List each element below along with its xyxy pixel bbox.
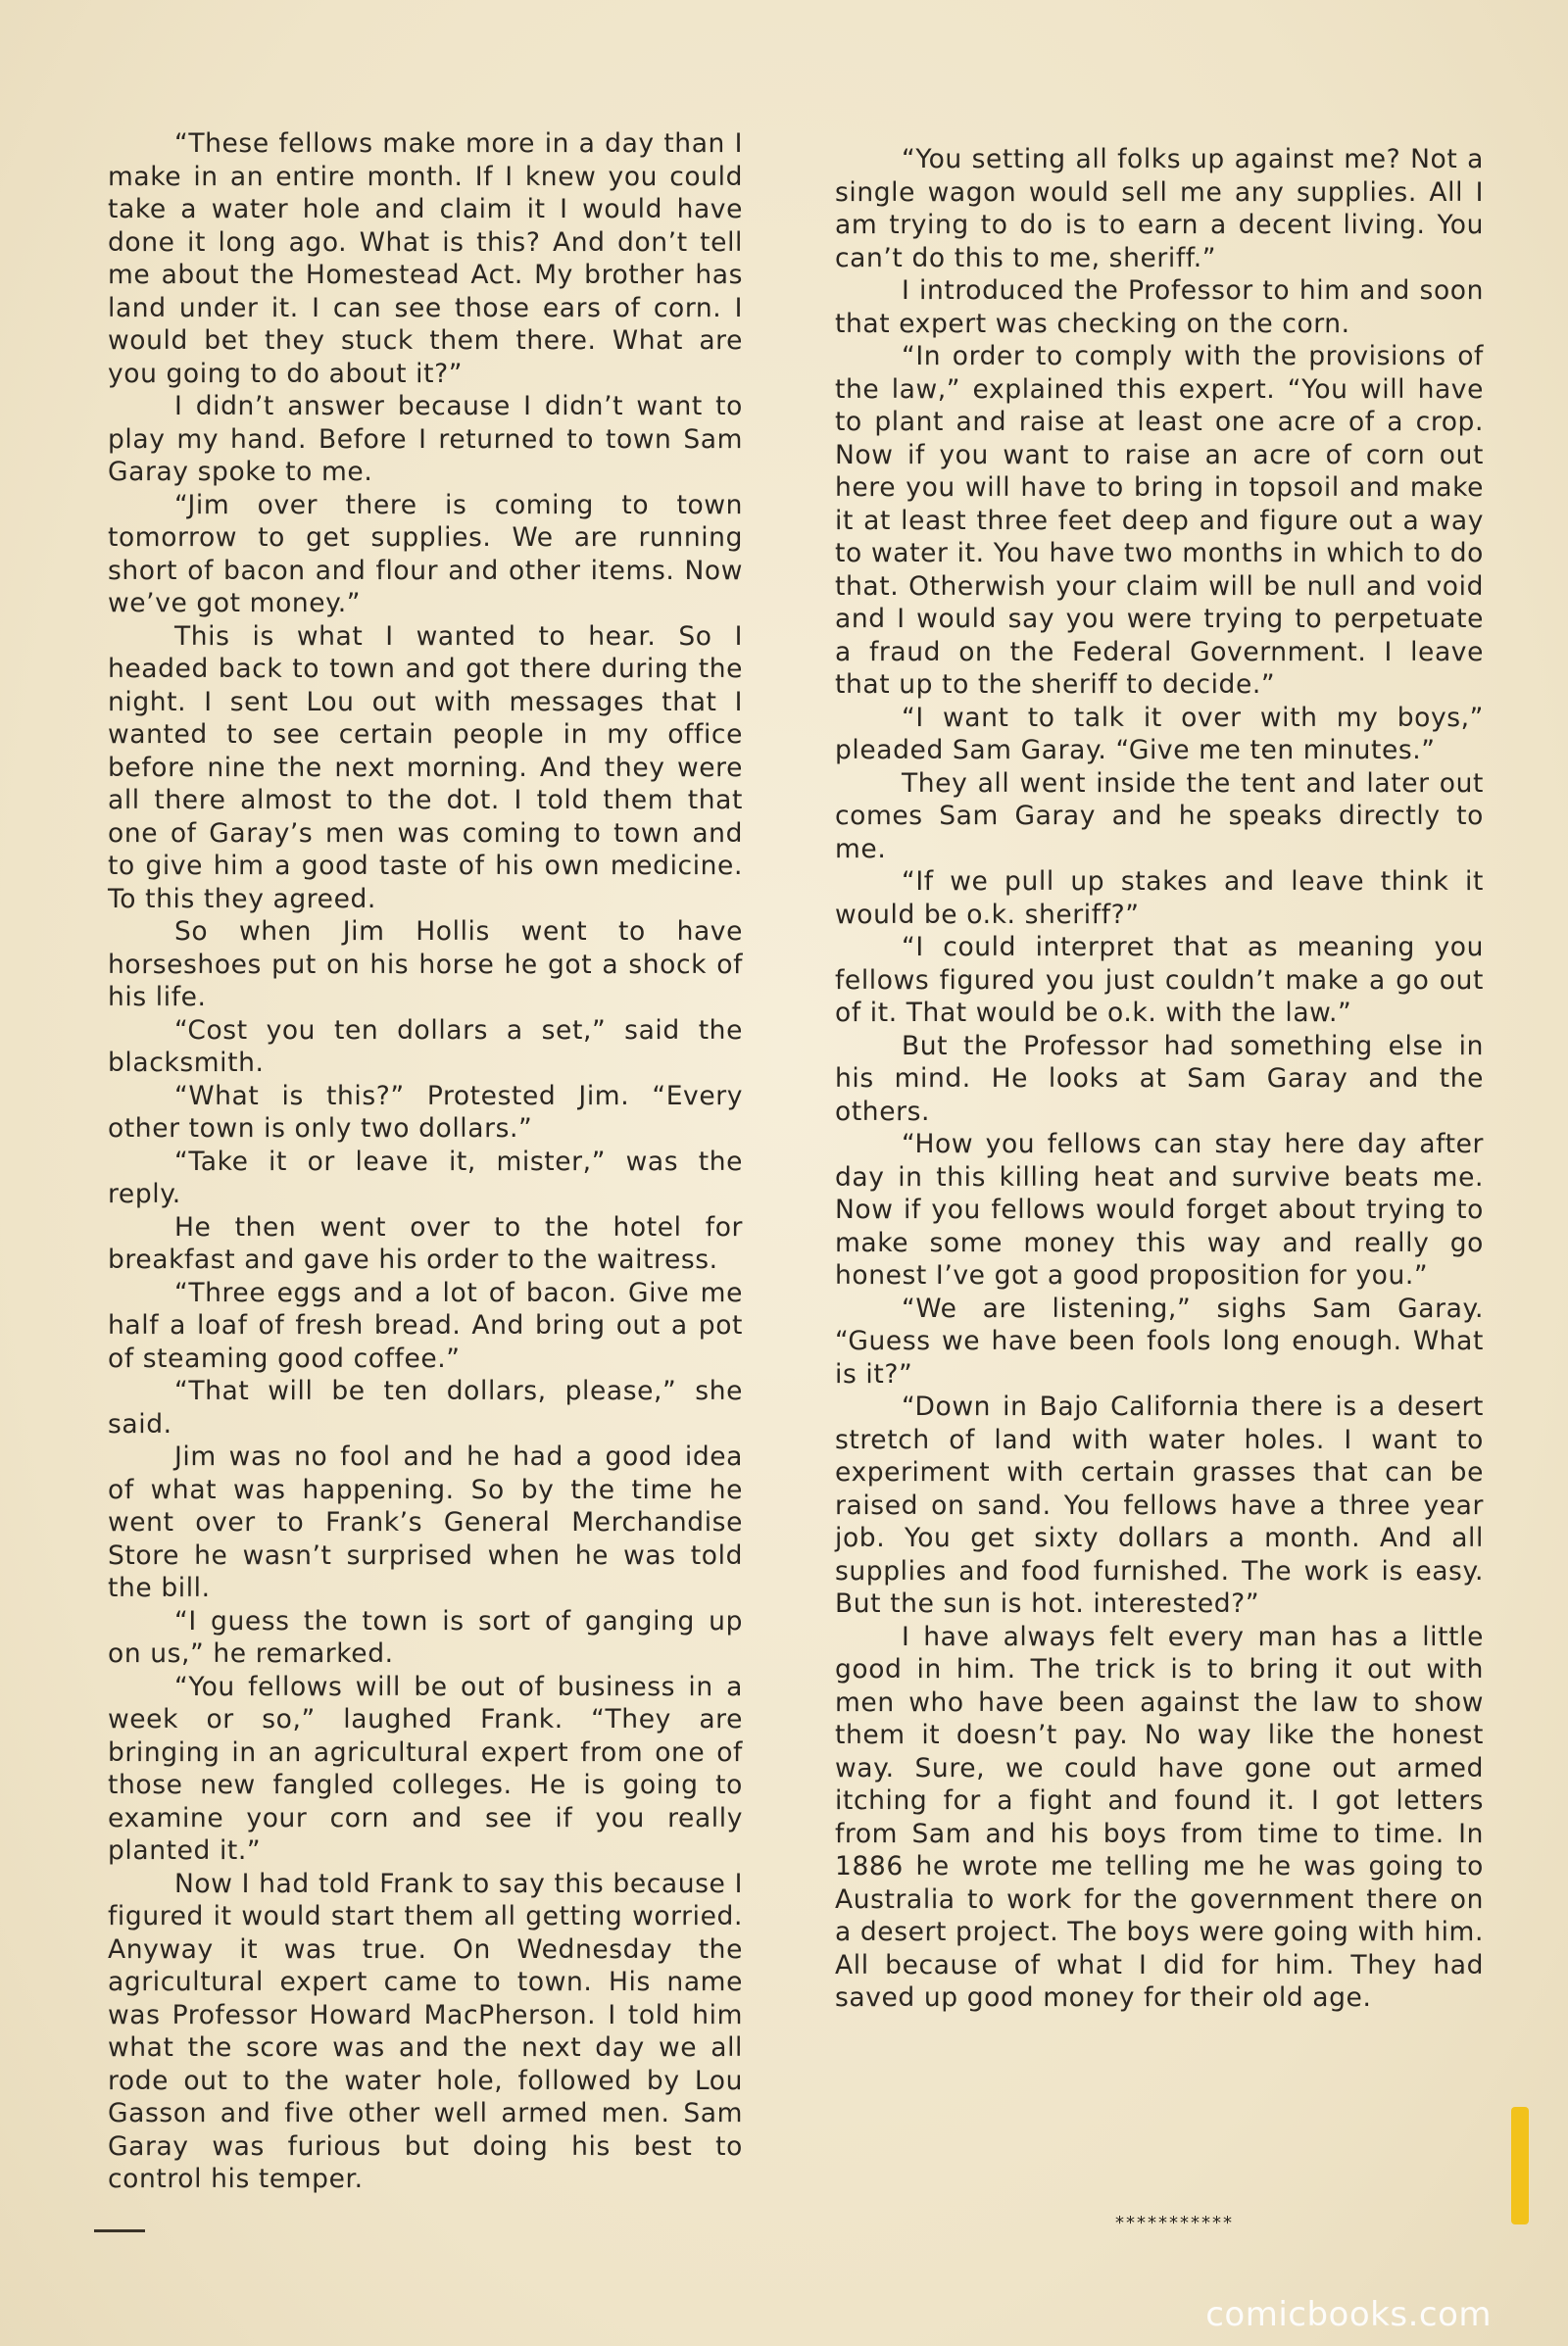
paragraph: They all went inside the tent and later out comes Sam Garay and he speaks directly to me. [835, 767, 1484, 864]
page-edge-mark [1511, 2107, 1529, 2224]
paragraph: “Jim over there is coming to town tomorrow to get supplies. We are running short of bacon and flour and other items. Now we’ve got money.” [108, 489, 743, 618]
paragraph: I didn’t answer because I didn’t want to play my hand. Before I returned to town Sam Garay spoke to me. [108, 391, 743, 487]
paragraph: “If we pull up stakes and leave think it would be o.k. sheriff?” [835, 866, 1484, 930]
paragraph: “Down in Bajo California there is a desert stretch of land with water holes. I want to experiment with certain grasses that can be raised on sand. You fellows have a three year job. You get sixty dollars a month. And all supplies and food furnished. The work is easy. But the sun is hot. interested?” [835, 1392, 1484, 1619]
paragraph: “Take it or leave it, mister,” was the reply. [108, 1146, 743, 1209]
paragraph: So when Jim Hollis went to have horseshoes put on his horse he got a shock of his life. [108, 916, 743, 1012]
end-of-story-mark: *********** [1115, 2213, 1234, 2233]
right-text-column [835, 143, 1484, 2015]
paragraph: “Three eggs and a lot of bacon. Give me half a loaf of fresh bread. And bring out a pot of steaming good coffee.” [108, 1277, 743, 1374]
paragraph: He then went over to the hotel for breakfast and gave his order to the waitress. [108, 1211, 743, 1275]
paragraph: “That will be ten dollars, please,” she said. [108, 1376, 743, 1440]
paragraph: “We are listening,” sighs Sam Garay. “Guess we have been fools long enough. What is it?” [835, 1293, 1484, 1390]
paragraph: “What is this?” Protested Jim. “Every other town is only two dollars.” [108, 1080, 743, 1144]
paragraph: This is what I wanted to hear. So I headed back to town and got there during the night. I sent Lou out with messages that I wanted to see certain people in my office before nine the next morning. And they were all there almost to the dot. I told them that one of Garay’s men was coming to town and to give him a good taste of his own medicine. To this they agreed. [108, 620, 743, 914]
paragraph: “These fellows make more in a day than I make in an entire month. If I knew you could take a water hole and claim it I would have done it long ago. What is this? And don’t tell me about the Homestead Act. My brother has land under it. I can see those ears of corn. I would bet they stuck them there. What are you going to do about it?” [108, 128, 743, 389]
paragraph: “You fellows will be out of business in a week or so,” laughed Frank. “They are bringing in an agricultural expert from one of those new fangled colleges. He is going to examine your corn and see if you really planted it.” [108, 1671, 743, 1866]
paragraph: I introduced the Professor to him and soon that expert was checking on the corn. [835, 275, 1484, 339]
paragraph: “In order to comply with the provisions of the law,” explained this expert. “You will have to plant and raise at least one acre of a crop. Now if you want to raise an acre of corn out here you will have to bring in topsoil and make it at least three feet deep and figure out a way to water it. You have two months in which to do that. Otherwish your claim will be null and void and I would say you were trying to perpetuate a fraud on the Federal Government. I leave that up to the sheriff to decide.” [835, 341, 1484, 700]
paragraph: Jim was no fool and he had a good idea of what was happening. So by the time he went over to Frank’s General Merchandise Store he wasn’t surprised when he was told the bill. [108, 1442, 743, 1603]
paragraph: “Cost you ten dollars a set,” said the blacksmith. [108, 1014, 743, 1078]
paragraph: “How you fellows can stay here day after day in this killing heat and survive beats me. Now if you fellows would forget about trying to make some money this way and really go honest I’ve got a good proposition for you.” [835, 1129, 1484, 1291]
source-watermark: comicbooks.com [1205, 2295, 1492, 2334]
paragraph: “I could interpret that as meaning you fellows figured you just couldn’t make a go out of it. That would be o.k. with the law.” [835, 932, 1484, 1028]
paragraph: “I guess the town is sort of ganging up on us,” he remarked. [108, 1605, 743, 1669]
left-text-column [108, 127, 743, 2196]
print-scratch [94, 2229, 145, 2232]
paragraph: But the Professor had something else in his mind. He looks at Sam Garay and the others. [835, 1030, 1484, 1127]
paragraph: I have always felt every man has a little good in him. The trick is to bring it out with men who have been against the law to show them it doesn’t pay. No way like the honest way. Sure, we could have gone out armed itching for a fight and found it. I got letters from Sam and his boys from time to time. In 1886 he wrote me telling me he was going to Australia to work for the government there on a desert project. The boys were going with him. All because of what I did for him. They had saved up good money for their old age. [835, 1621, 1484, 2013]
paragraph: “You setting all folks up against me? Not a single wagon would sell me any supplies. All I am trying to do is to earn a decent living. You can’t do this to me, sheriff.” [835, 144, 1484, 273]
paragraph: Now I had told Frank to say this because I figured it would start them all getting worried. Anyway it was true. On Wednesday the agricultural expert came to town. His name was Professor Howard MacPherson. I told him what the score was and the next day we all rode out to the water hole, followed by Lou Gasson and five other well armed men. Sam Garay was furious but doing his best to control his temper. [108, 1868, 743, 2194]
paragraph: “I want to talk it over with my boys,” pleaded Sam Garay. “Give me ten minutes.” [835, 702, 1484, 765]
